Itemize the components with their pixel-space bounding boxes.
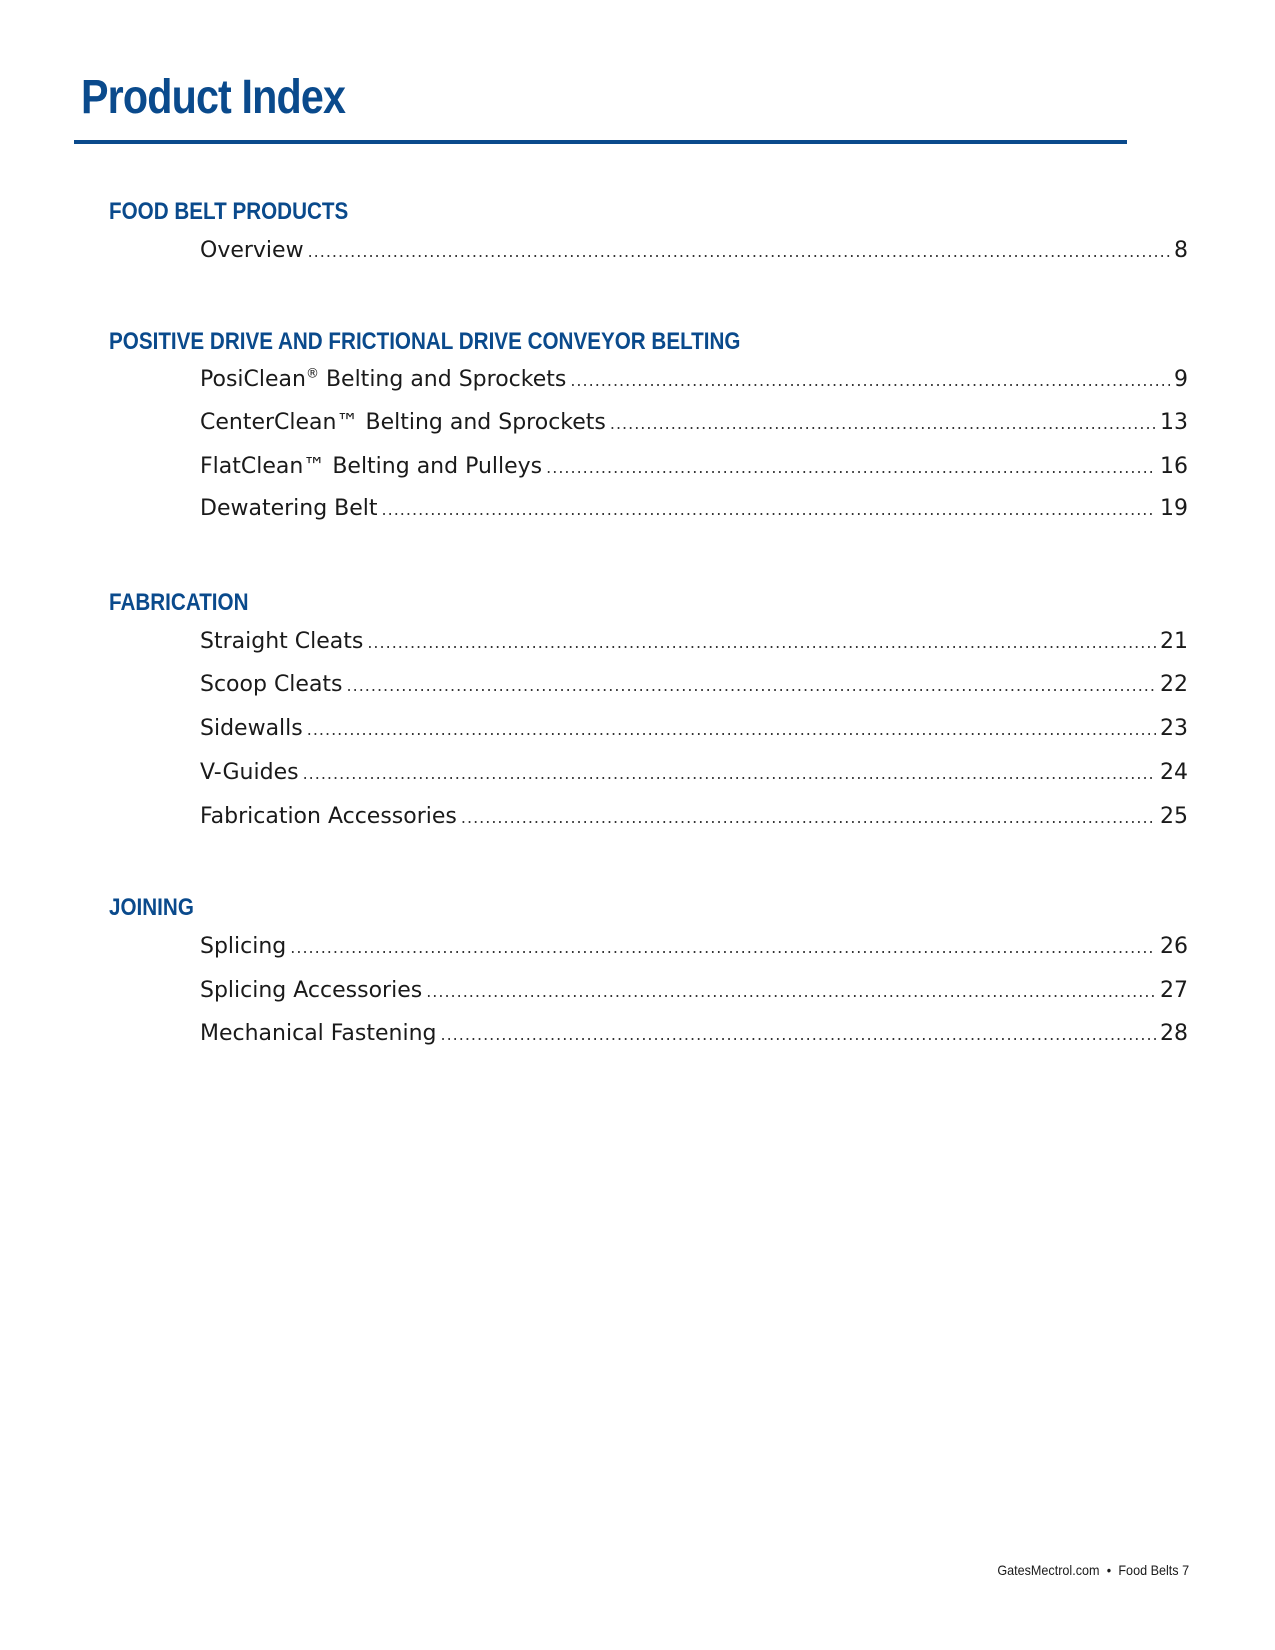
dot-leader (290, 932, 1156, 964)
index-entry-mechanical-fastening[interactable] (200, 1018, 1188, 1050)
entry-page-number: 22 (1160, 672, 1188, 697)
entry-page-number: 9 (1174, 367, 1188, 392)
footer-separator: • (1106, 1562, 1112, 1578)
dot-leader (546, 452, 1156, 484)
entry-page-number: 8 (1174, 238, 1188, 263)
dot-leader (303, 758, 1156, 790)
dot-leader (307, 714, 1156, 746)
index-entry-fabrication-accessories[interactable] (200, 801, 1188, 833)
index-entry-flatclean[interactable] (200, 451, 1188, 483)
section-heading: FABRICATION (109, 589, 249, 616)
entry-label: PosiClean® Belting and Sprockets (200, 366, 567, 392)
entry-page-number: 24 (1160, 760, 1188, 785)
entry-page-number: 19 (1160, 496, 1188, 521)
entry-page-number: 16 (1160, 454, 1188, 479)
entry-label: Straight Cleats (200, 629, 364, 654)
entry-label: V-Guides (200, 760, 299, 785)
dot-leader (367, 627, 1156, 659)
entry-page-number: 13 (1160, 410, 1188, 435)
dot-leader (440, 1019, 1156, 1051)
entry-label: Fabrication Accessories (200, 804, 457, 829)
footer-website: GatesMectrol.com (997, 1562, 1100, 1578)
index-entry-posiclean[interactable] (200, 364, 1188, 396)
entry-label: Splicing (200, 934, 287, 959)
registered-mark: ® (305, 366, 319, 382)
entry-label: FlatClean™ Belting and Pulleys (200, 454, 543, 479)
index-entry-straight-cleats[interactable] (200, 626, 1188, 658)
entry-page-number: 28 (1160, 1021, 1188, 1046)
dot-leader (382, 494, 1156, 526)
section-heading: JOINING (109, 894, 194, 921)
entry-page-number: 25 (1160, 804, 1188, 829)
footer-section: Food Belts (1118, 1562, 1179, 1578)
dot-leader (570, 365, 1170, 397)
index-entry-splicing-accessories[interactable] (200, 975, 1188, 1007)
dot-leader (461, 802, 1156, 834)
index-entry-overview[interactable] (200, 235, 1188, 267)
entry-label: Overview (200, 238, 304, 263)
entry-page-number: 23 (1160, 716, 1188, 741)
entry-page-number: 21 (1160, 629, 1188, 654)
index-entry-v-guides[interactable] (200, 757, 1188, 789)
entry-label: Scoop Cleats (200, 672, 343, 697)
index-entry-sidewalls[interactable] (200, 713, 1188, 745)
entry-label: Mechanical Fastening (200, 1021, 437, 1046)
page-title: Product Index (81, 71, 346, 124)
dot-leader (610, 408, 1156, 440)
index-entry-dewatering-belt[interactable] (200, 493, 1188, 525)
index-entry-splicing[interactable] (200, 931, 1188, 963)
index-entry-centerclean[interactable] (200, 407, 1188, 439)
footer-page-number: 7 (1181, 1562, 1189, 1578)
entry-label: Dewatering Belt (200, 496, 378, 521)
title-rule (74, 140, 1127, 144)
page-footer (997, 1561, 1189, 1579)
dot-leader (308, 236, 1170, 268)
entry-label: CenterClean™ Belting and Sprockets (200, 410, 606, 435)
entry-label: Splicing Accessories (200, 978, 423, 1003)
entry-page-number: 27 (1160, 978, 1188, 1003)
entry-page-number: 26 (1160, 934, 1188, 959)
dot-leader (347, 670, 1156, 702)
dot-leader (426, 976, 1156, 1008)
index-entry-scoop-cleats[interactable] (200, 669, 1188, 701)
section-heading: FOOD BELT PRODUCTS (109, 198, 349, 225)
section-heading: POSITIVE DRIVE AND FRICTIONAL DRIVE CONVEYOR BELTING (109, 328, 741, 355)
entry-label: Sidewalls (200, 716, 303, 741)
